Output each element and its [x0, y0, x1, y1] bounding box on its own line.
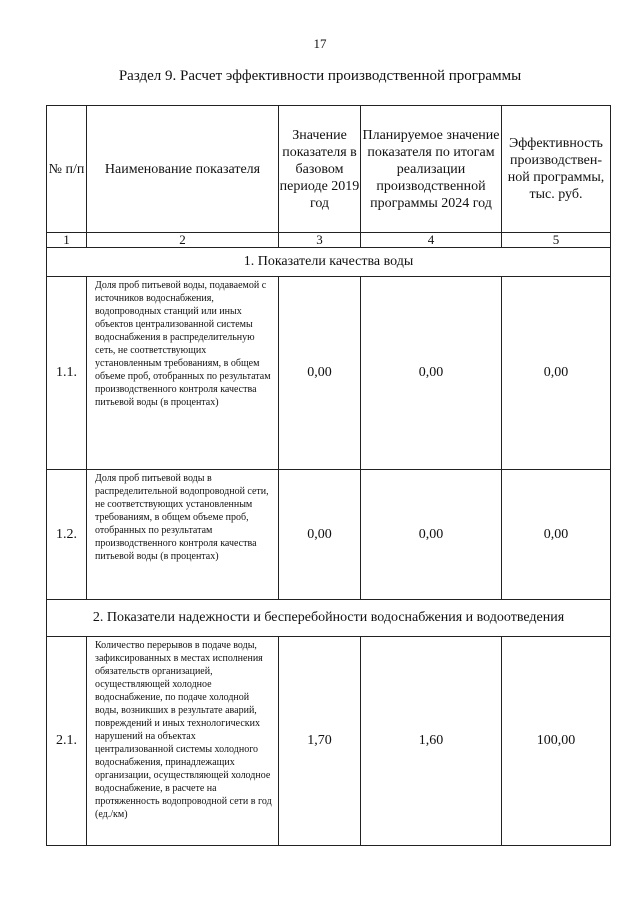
section-heading: 2. Показатели надежности и бесперебойности водоснабжения и водоотведения [47, 600, 611, 637]
column-number: 5 [502, 233, 611, 248]
efficiency-value: 0,00 [502, 470, 611, 600]
indicator-name: Доля проб питьевой воды в распределительной водопроводной сети, не соответствующих установленным требованиям, в общем объеме проб, отобранных по результатам производственного контроля качества питьевой воды (в процентах) [87, 470, 279, 600]
section-heading: 1. Показатели качества воды [47, 248, 611, 277]
base-value: 1,70 [279, 637, 361, 846]
table-row [47, 470, 611, 600]
base-value: 0,00 [279, 470, 361, 600]
header-row [47, 106, 611, 233]
section-header-row [47, 248, 611, 277]
column-number-row [47, 233, 611, 248]
column-number: 2 [87, 233, 279, 248]
header-base-value: Значение показателя в базовом периоде 2019 год [279, 106, 361, 233]
header-number: № п/п [47, 106, 87, 233]
base-value: 0,00 [279, 277, 361, 470]
section-header-row [47, 600, 611, 637]
header-efficiency: Эффективность производствен-ной программы, тыс. руб. [502, 106, 611, 233]
planned-value: 0,00 [361, 277, 502, 470]
row-number: 2.1. [47, 637, 87, 846]
table-row [47, 637, 611, 846]
indicator-name: Доля проб питьевой воды, подаваемой с источников водоснабжения, водопроводных станций или иных объектов централизованной системы водоснабжения в распределительную сеть, не соответствующих установленным требованиям, в общем объеме проб, отобранных по результатам производственного контроля качества питьевой воды (в процентах) [87, 277, 279, 470]
indicator-name: Количество перерывов в подаче воды, зафиксированных в местах исполнения обязательств организацией, осуществляющей холодное водоснабжение, по подаче холодной воды, возникших в результате аварий, повреждений и иных технологических нарушений на объектах централизованной системы холодного водоснабжения, принадлежащих организации, осуществляющей холодное водоснабжение, в расчете на протяженность водопроводной сети в год (ед./км) [87, 637, 279, 846]
column-number: 1 [47, 233, 87, 248]
row-number: 1.2. [47, 470, 87, 600]
header-planned-value: Планируемое значение показателя по итогам реализации производственной программы 2024 год [361, 106, 502, 233]
efficiency-value: 100,00 [502, 637, 611, 846]
section-title: Раздел 9. Расчет эффективности производственной программы [118, 68, 522, 84]
planned-value: 0,00 [361, 470, 502, 600]
table-row [47, 277, 611, 470]
column-number: 4 [361, 233, 502, 248]
efficiency-table [46, 105, 611, 846]
header-indicator-name: Наименование показателя [87, 106, 279, 233]
column-number: 3 [279, 233, 361, 248]
row-number: 1.1. [47, 277, 87, 470]
page-number: 17 [313, 36, 327, 51]
planned-value: 1,60 [361, 637, 502, 846]
efficiency-value: 0,00 [502, 277, 611, 470]
